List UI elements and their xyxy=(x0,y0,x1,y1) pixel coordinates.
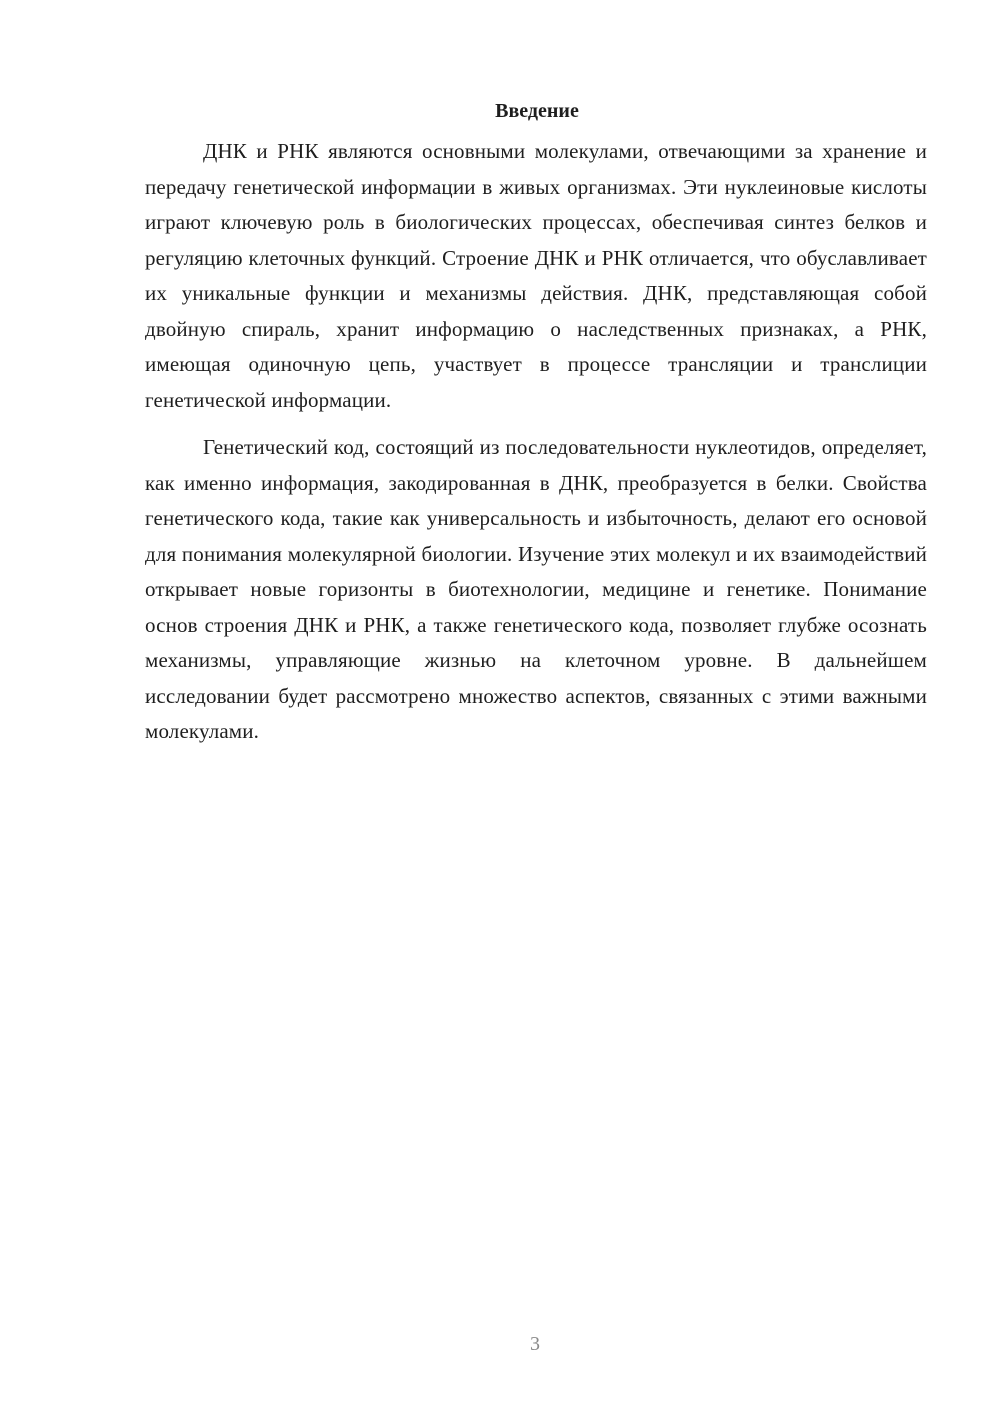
paragraph-1: ДНК и РНК являются основными молекулами, отвечающими за хранение и передачу генетической информации в живых организмах. Эти нуклеиновые кислоты играют ключевую роль в биологических процессах, обеспечивая синтез белков и регуляцию клеточных функций. Строение ДНК и РНК отличается, что обуславливает их уникальные функции и механизмы действия. ДНК, представляющая собой двойную спираль, хранит информацию о наследственных признаках, а РНК, имеющая одиночную цепь, участвует в процессе трансляции и транслиции генетической информации. xyxy=(145,139,927,412)
paragraph-2: Генетический код, состоящий из последовательности нуклеотидов, определяет, как именно информация, закодированная в ДНК, преобразуется в белки. Свойства генетического кода, такие как универсальность и избыточность, делают его основой для понимания молекулярной биологии. Изучение этих молекул и их взаимодействий открывает новые горизонты в биотехнологии, медицине и генетике. Понимание основ строения ДНК и РНК, а также генетического кода, позволяет глубже осознать механизмы, управляющие жизнью на клеточном уровне. В дальнейшем исследовании будет рассмотрено множество аспектов, связанных с этими важными молекулами. xyxy=(145,435,927,743)
page-number: 3 xyxy=(530,1333,540,1355)
page-content xyxy=(145,96,927,750)
section-heading: Введение xyxy=(495,100,579,122)
